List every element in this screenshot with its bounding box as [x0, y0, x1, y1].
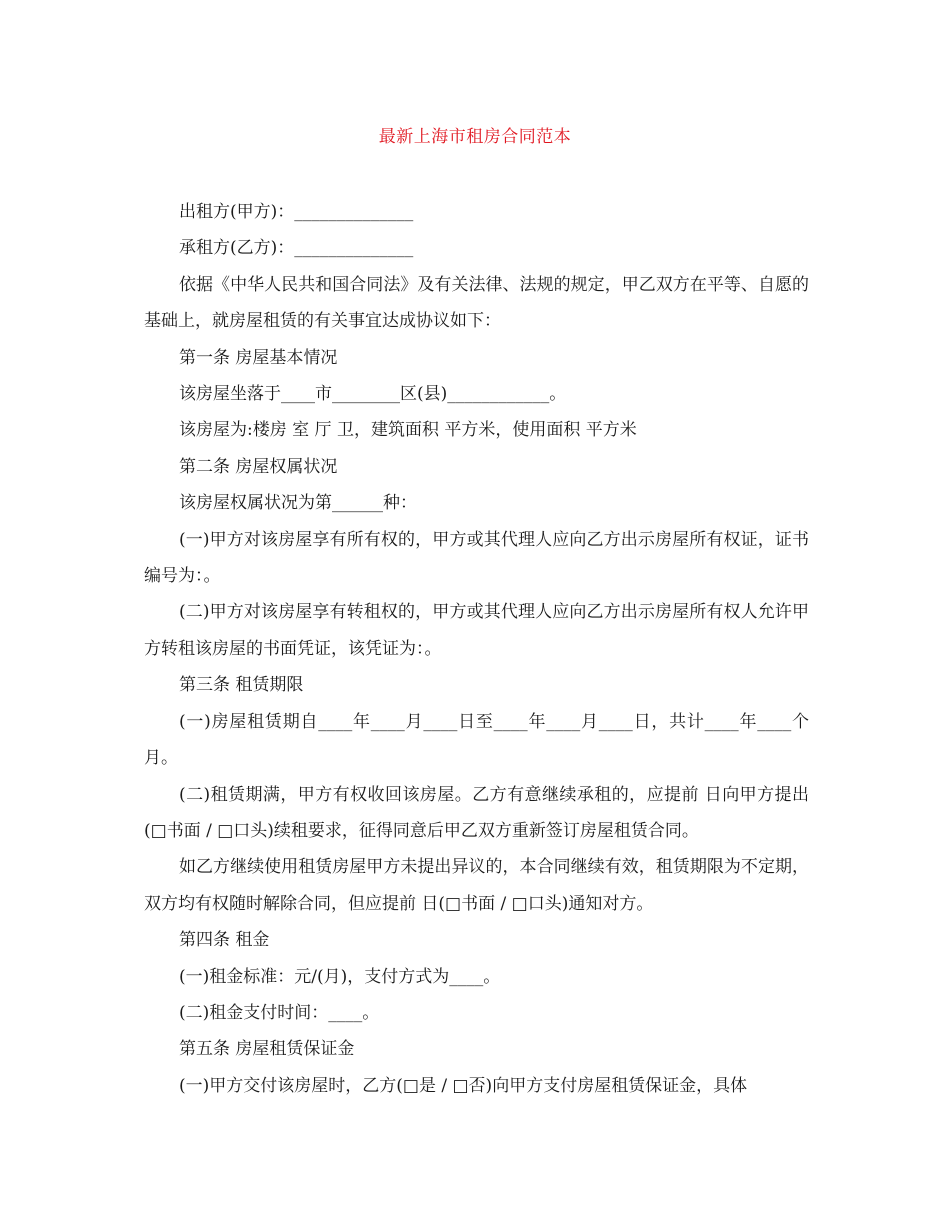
- paragraph-lessor: 出租方(甲方)：______________: [179, 202, 414, 222]
- paragraph-ownership-type: 该房屋权属状况为第______种：: [179, 493, 417, 514]
- paragraph-rent-2: (二)租金支付时间：____。: [179, 1002, 380, 1023]
- article-2-heading: 第二条 房屋权属状况: [179, 456, 338, 477]
- paragraph-lessee: 承租方(乙方)：______________: [179, 238, 414, 259]
- paragraph-rent-1: (一)租金标准：元/(月)，支付方式为____。: [179, 966, 501, 987]
- paragraph-preamble: 依据《中华人民共和国合同法》及有关法律、法规的规定，甲乙双方在平等、自愿的基础上，就房屋租赁的有关事宜达成协议如下：: [144, 274, 809, 332]
- article-3-heading: 第三条 租赁期限: [179, 675, 304, 696]
- document-body: [144, 194, 809, 1104]
- document-title: 最新上海市租房合同范本: [378, 127, 572, 147]
- paragraph-term-2: (二)租赁期满，甲方有权收回该房屋。乙方有意继续承租的，应提前 日向甲方提出(□书面 / □口头)续租要求，征得同意后甲乙双方重新签订房屋租赁合同。: [144, 784, 809, 841]
- paragraph-term-1: (一)房屋租赁期自____年____月____日至____年____月____日，共计____年____个月。: [144, 711, 809, 769]
- paragraph-location: 该房屋坐落于____市________区(县)____________。: [179, 384, 567, 405]
- article-5-heading: 第五条 房屋租赁保证金: [179, 1039, 355, 1060]
- paragraph-deposit-1: (一)甲方交付该房屋时，乙方(□是 / □否)向甲方支付房屋租赁保证金，具体: [179, 1075, 748, 1096]
- paragraph-term-3: 如乙方继续使用租赁房屋甲方未提出异议的，本合同继续有效，租赁期限为不定期，双方均有权随时解除合同，但应提前 日(□书面 / □口头)通知对方。: [144, 857, 809, 914]
- paragraph-ownership-2: (二)甲方对该房屋享有转租权的，甲方或其代理人应向乙方出示房屋所有权人允许甲方转租该房屋的书面凭证，该凭证为：。: [144, 602, 809, 659]
- paragraph-ownership-1: (一)甲方对该房屋享有所有权的，甲方或其代理人应向乙方出示房屋所有权证，证书编号为：。: [144, 529, 809, 587]
- article-4-heading: 第四条 租金: [179, 930, 270, 951]
- article-1-heading: 第一条 房屋基本情况: [179, 347, 338, 368]
- paragraph-layout-area: 该房屋为:楼房 室 厅 卫，建筑面积 平方米，使用面积 平方米: [179, 420, 637, 441]
